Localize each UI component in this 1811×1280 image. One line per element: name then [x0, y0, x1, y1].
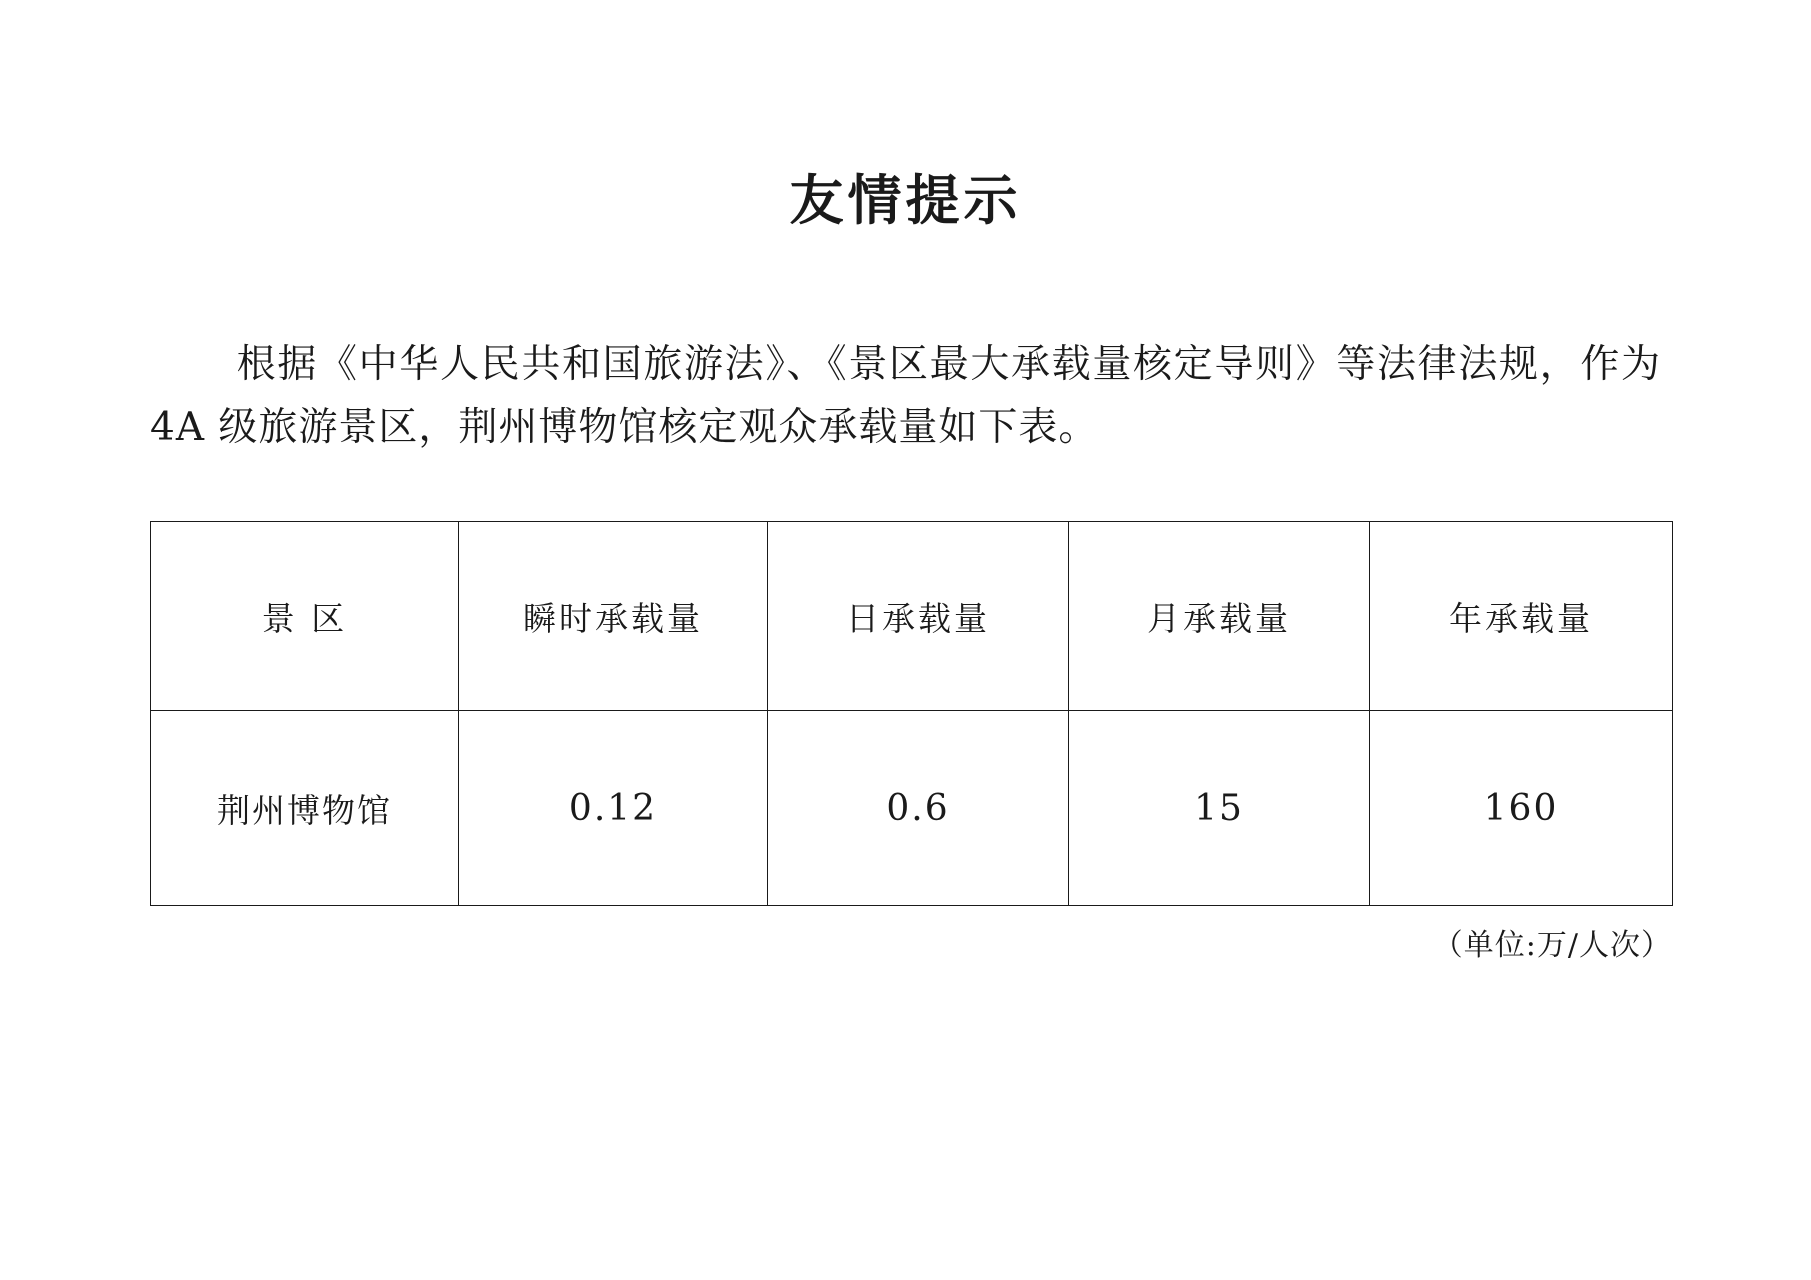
- table-row: [151, 711, 1673, 906]
- cell-monthly-capacity: 15: [1069, 711, 1370, 906]
- capacity-table: [150, 521, 1673, 906]
- header-cell-daily-capacity: 日承载量: [768, 522, 1069, 711]
- page-title: 友情提示: [789, 168, 1022, 232]
- cell-daily-capacity: 0.6: [768, 711, 1069, 906]
- header-cell-yearly-capacity: 年承载量: [1370, 522, 1673, 711]
- body-paragraph: [150, 233, 1661, 459]
- header-cell-scenic-area: 景 区: [151, 522, 459, 711]
- table-header-row: [151, 522, 1673, 711]
- cell-yearly-capacity: 160: [1370, 711, 1673, 906]
- table-container: [150, 459, 1672, 964]
- header-cell-monthly-capacity: 月承载量: [1069, 522, 1370, 711]
- cell-instant-capacity: 0.12: [459, 711, 768, 906]
- paragraph-text: 根据《中华人民共和国旅游法》、《景区最大承载量核定导则》等法律法规，作为 4A 级旅游景区，荆州博物馆核定观众承载量如下表。: [150, 341, 1661, 450]
- unit-note: （单位:万/人次）: [1432, 928, 1672, 964]
- header-cell-instant-capacity: 瞬时承载量: [459, 522, 768, 711]
- cell-scenic-area: 荆州博物馆: [151, 711, 459, 906]
